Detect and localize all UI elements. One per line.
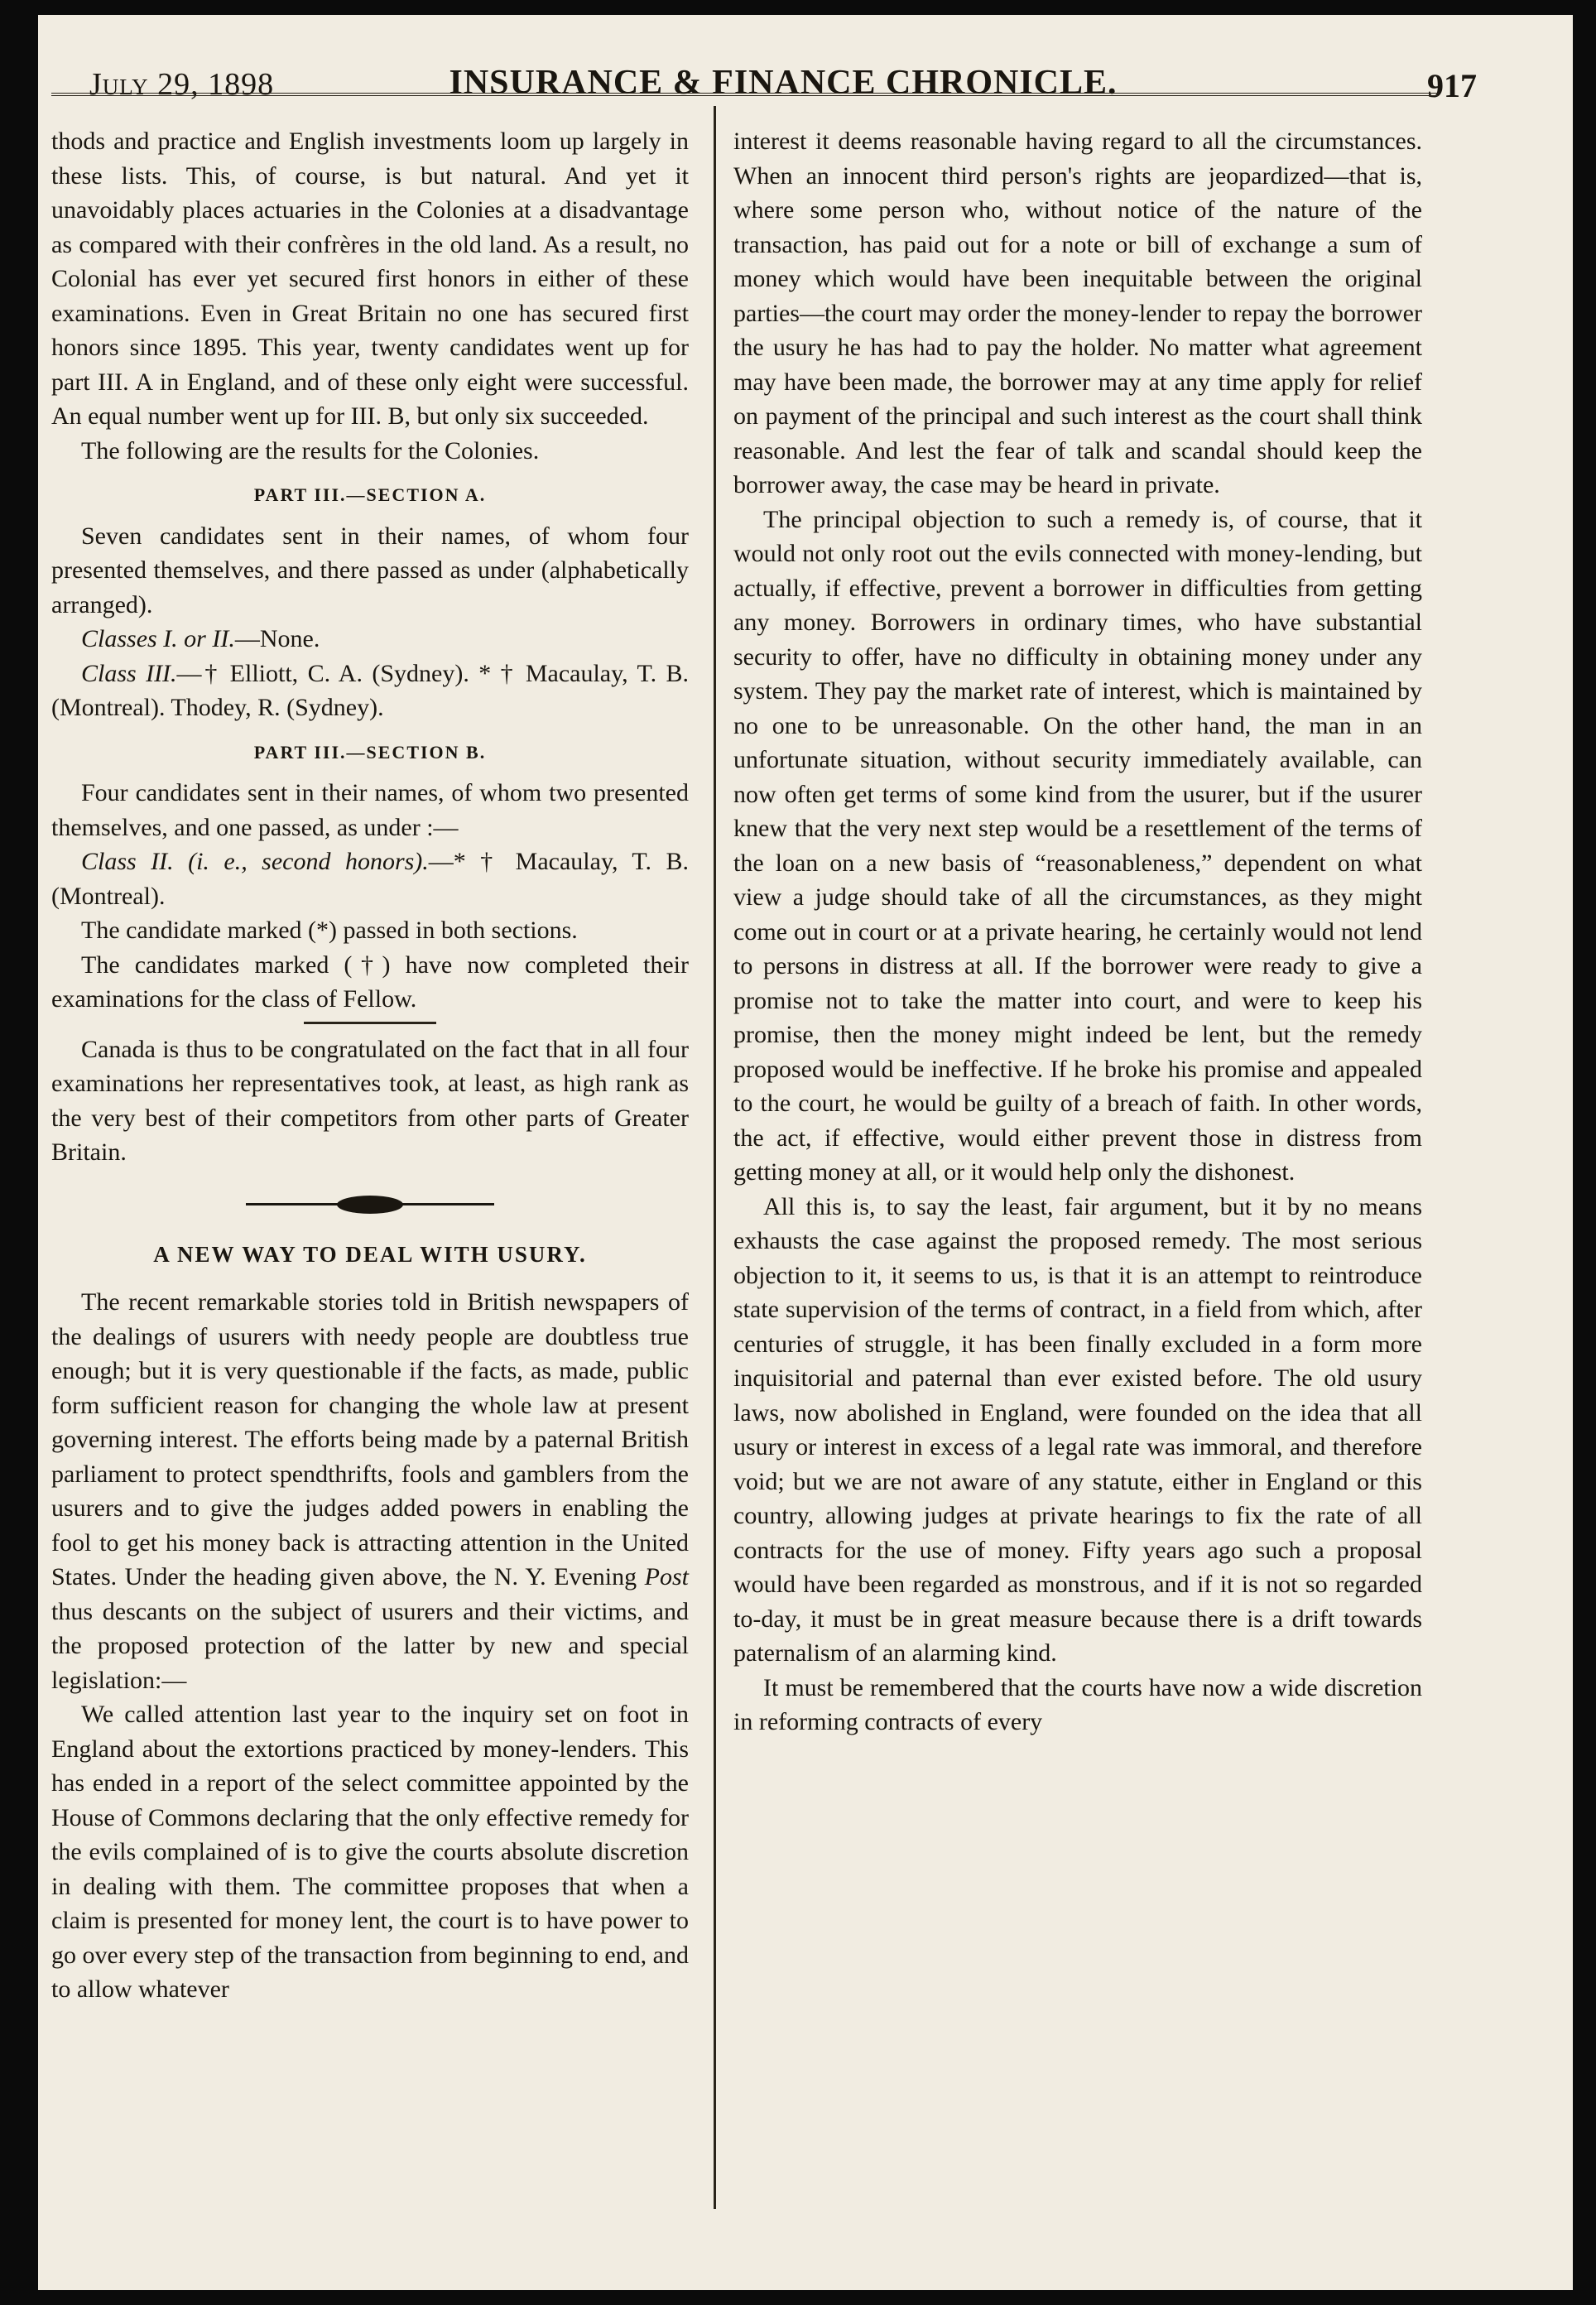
- paragraph: interest it deems reasonable having regard to all the circumstances. When an innocent third person's rights are jeopardized—that is, where some person who, without notice of the nature of the transaction, has paid out for a note or bill of exchange a sum of money which would have been inequitable between the original parties—the court may order the money-lender to repay the borrower the usury he has had to pay the holder. No matter what agreement may have been made, the borrower may at any time apply for relief on payment of the principal and such interest as the court shall think reasonable. And lest the fear of talk and scandal should keep the borrower away, the case may be heard in private.: [733, 128, 1422, 498]
- class-label: Class III.: [81, 659, 177, 687]
- section-heading: PART III.—SECTION B.: [253, 741, 487, 763]
- paragraph: The recent remarkable stories told in British newspapers of the dealings of usurers with needy people are doubtless true enough; but it is very questionable if the facts, as made, public form sufficient reason for changing the whole law at present governing interest. The efforts being made by a paternal British parliament to protect spendthrifts, fools and gamblers from the usurers and to give the judges added powers in enabling the fool to get his money back is attracting attention in the United States. Under the heading given above, the N. Y. Evening Post thus descants on the subject of usurers and their victims, and the proposed protection of the latter by new and special legislation:—: [51, 1288, 689, 1694]
- ornament-divider: [246, 1188, 494, 1221]
- paragraph: Four candidates sent in their names, of whom two presented themselves, and one passed, as under :—: [51, 779, 689, 841]
- paragraph: The candidate marked (*) passed in both sections.: [81, 917, 578, 944]
- paragraph: thods and practice and English investments loom up largely in these lists. This, of course, is but natural. And yet it unavoidably places actuaries in the Colonies at a disadvantage as compared with their confrères in the old land. As a result, no Colonial has ever yet secured first honors in either of these examinations. Even in Great Britain no one has secured first honors since 1895. This year, twenty candidates went up for part III. A in England, and of these only eight were successful. An equal number went up for III. B, but only six succeeded.: [51, 128, 689, 430]
- right-column: [733, 124, 1422, 1740]
- paragraph: Seven candidates sent in their names, of whom four presented themselves, and there passed as under (alphabetically arranged).: [51, 522, 689, 618]
- header-date: July 29, 1898: [89, 67, 275, 102]
- left-column: [51, 124, 689, 2007]
- header-rule: [51, 93, 1439, 96]
- column-divider: [714, 106, 716, 2209]
- header-title: INSURANCE & FINANCE CHRONICLE.: [449, 64, 1118, 102]
- paragraph: The candidates marked (†) have now completed their examinations for the class of Fellow.: [51, 950, 689, 1013]
- newspaper-name: Post: [644, 1563, 689, 1590]
- paragraph: We called attention last year to the inquiry set on foot in England about the extortions practiced by money-lenders. This has ended in a report of the select committee appointed by the House of Commons declaring that the only effective remedy for the evils complained of is to give the courts absolute discretion in dealing with them. The committee proposes that when a claim is presented for money lent, the court is to have power to go over every step of the transaction from beginning to end, and to allow whatever: [51, 1701, 689, 2003]
- ornament-diamond: [337, 1196, 403, 1214]
- paragraph: The following are the results for the Colonies.: [81, 436, 540, 464]
- paragraph: It must be remembered that the courts have now a wide discretion in reforming contracts of every: [733, 1673, 1422, 1735]
- paragraph: All this is, to say the least, fair argument, but it by no means exhausts the case against the proposed remedy. The most serious objection to it, it seems to us, is that it is an attempt to reintroduce state supervision of the terms of contract, in a field from which, after centuries of struggle, it has been finally excluded in a form more inquisitorial and paternal than ever existed before. The old usury laws, now abolished in England, were founded on the idea that all usury or interest in excess of a legal rate was immoral, and therefore void; but we are not aware of any statute, either in England or this country, allowing judges at private hearings to fix the rate of all contracts for the use of money. Fifty years ago such a proposal would have been regarded as monstrous, and if it is not so regarded to-day, it must be in great measure because there is a drift towards paternalism of an alarming kind.: [733, 1192, 1422, 1667]
- paragraph: The principal objection to such a remedy is, of course, that it would not only root out the evils connected with money-lending, but actually, if effective, prevent a borrower in difficulties from getting any money. Borrowers in ordinary times, who have substantial security to offer, have no difficulty in obtaining money under any system. They pay the market rate of interest, which is maintained by no one to be unreasonable. On the other hand, the man in an unfortunate situation, without security immediately available, can now often get terms of some kind from the usurer, but if the usurer knew that the very next step would be a resettlement of the terms of the loan on a new basis of “reasonableness,” dependent on what view a judge should take of all the circumstances, as they might come out in court or at a private hearing, he certainly would not lend to persons in distress at all. If the borrower were ready to give a promise not to take the matter into court, and were to keep his promise, then the money might indeed be lent, but the remedy proposed would be ineffective. If he broke his promise and appealed to the court, he would be guilty of a breach of faith. In other words, the act, if effective, would either prevent those in distress from getting money at all, or it would help only the dishonest.: [733, 505, 1422, 1186]
- page-number: 917: [1427, 67, 1477, 104]
- class-result: —None.: [234, 625, 320, 652]
- result-line: [51, 845, 689, 913]
- class-result: —* † Macaulay, T. B. (Montreal).: [51, 848, 689, 910]
- result-line: [51, 657, 689, 725]
- article-title: A NEW WAY TO DEAL WITH USURY.: [153, 1241, 587, 1267]
- class-label: Class II. (i. e., second honors).: [81, 848, 429, 875]
- class-label: Classes I. or II.: [81, 625, 235, 652]
- section-rule: [304, 1022, 436, 1024]
- paragraph: Canada is thus to be congratulated on the fact that in all four examinations her representatives took, at least, as high rank as the very best of their competitors from other parts of Greater Britain.: [51, 1035, 689, 1166]
- class-result: —† Elliott, C. A. (Sydney). * † Macaulay, T. B. (Montreal). Thodey, R. (Sydney).: [51, 659, 689, 721]
- result-line: [51, 622, 689, 657]
- section-heading: PART III.—SECTION A.: [253, 484, 487, 505]
